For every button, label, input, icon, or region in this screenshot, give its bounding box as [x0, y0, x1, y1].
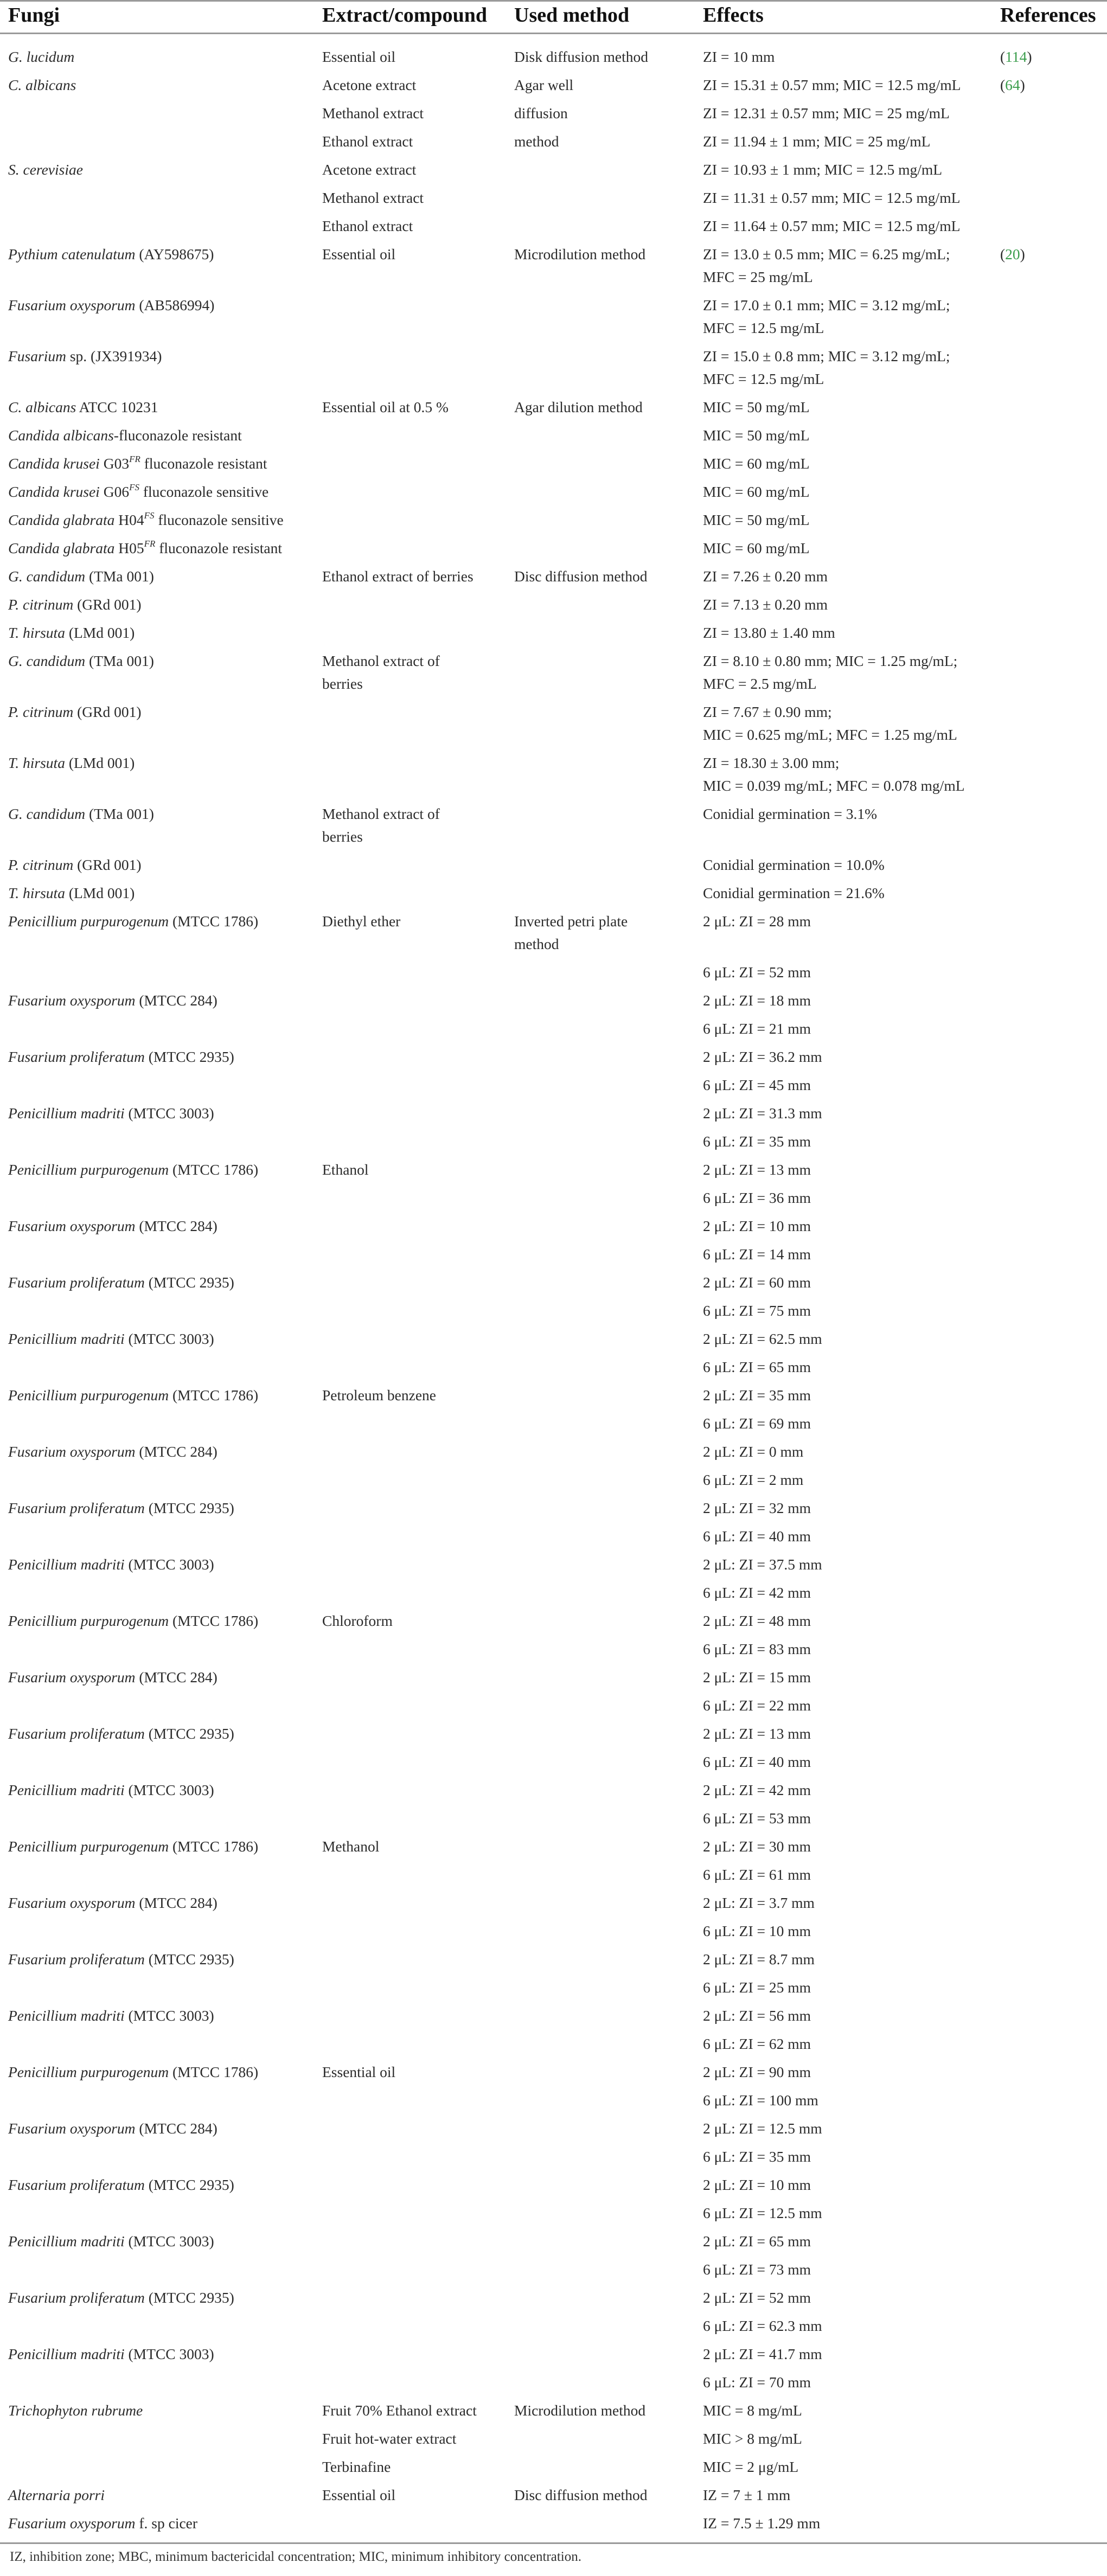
- fungi-species-name: Fusarium proliferatum: [8, 2289, 145, 2306]
- fungi-cell: [8, 701, 141, 723]
- effects-cell: 6 μL: ZI = 22 mm: [703, 1697, 811, 1714]
- fungi-strain: (MTCC 3003): [124, 2346, 214, 2362]
- effects-cell: MIC = 50 mg/mL: [703, 399, 810, 415]
- fungi-cell: [8, 345, 162, 368]
- fungi-cell: [8, 1722, 234, 1745]
- fungi-cell: [8, 1666, 217, 1689]
- fungi-strain: (MTCC 1786): [169, 1838, 259, 1855]
- effects-cell: ZI = 11.94 ± 1 mm; MIC = 25 mg/mL: [703, 133, 931, 150]
- fungi-cell: [8, 1553, 214, 1576]
- fungi-cell: [8, 882, 135, 905]
- effects-cell: 2 μL: ZI = 15 mm: [703, 1669, 811, 1686]
- fungi-species-name: Fusarium oxysporum: [8, 992, 136, 1009]
- fungi-cell: [8, 158, 83, 181]
- effects-cell: 2 μL: ZI = 60 mm: [703, 1274, 811, 1291]
- fungi-strain: -fluconazole resistant: [113, 427, 242, 444]
- effects-cell: 2 μL: ZI = 65 mm: [703, 2233, 811, 2250]
- fungi-superscript: FR: [144, 539, 156, 549]
- fungi-strain: (TMa 001): [85, 652, 154, 669]
- fungi-cell: [8, 2286, 234, 2309]
- fungi-strain: ATCC 10231: [76, 399, 158, 415]
- table-bottom-rule: [0, 2542, 1107, 2544]
- fungi-species-name: Candida krusei: [8, 455, 100, 472]
- effects-cell: 6 μL: ZI = 100 mm: [703, 2092, 818, 2109]
- fungi-strain: (AB586994): [135, 297, 215, 313]
- fungi-strain: G06: [99, 483, 130, 500]
- effects-cell: MIC > 8 mg/mL: [703, 2430, 802, 2447]
- fungi-species-name: Penicillium purpurogenum: [8, 1612, 169, 1629]
- fungi-strain: (MTCC 1786): [169, 1161, 259, 1178]
- extract-cell: Acetone extract: [322, 161, 417, 178]
- fungi-cell: [8, 1948, 234, 1971]
- fungi-cell: [8, 1158, 258, 1181]
- method-cell: method: [514, 133, 559, 150]
- fungi-cell: [8, 2174, 234, 2196]
- fungi-strain: (MTCC 3003): [124, 1105, 214, 1122]
- effects-cell: 2 μL: ZI = 30 mm: [703, 1838, 811, 1855]
- effects-cell: Conidial germination = 21.6%: [703, 885, 885, 901]
- extract-cell: Ethanol extract of berries: [322, 568, 473, 585]
- extract-cell: Petroleum benzene: [322, 1387, 436, 1404]
- fungi-superscript: FS: [144, 510, 155, 521]
- fungi-cell: [8, 989, 217, 1012]
- effects-cell: MIC = 60 mg/mL: [703, 455, 810, 472]
- fungi-species-name: Penicillium purpurogenum: [8, 913, 169, 930]
- reference-link[interactable]: 114: [1005, 48, 1027, 65]
- effects-cell: ZI = 10 mm: [703, 48, 775, 65]
- effects-cell: ZI = 15.0 ± 0.8 mm; MIC = 3.12 mg/mL; MFC = 12.5 mg/mL: [703, 348, 950, 387]
- fungi-strain: (LMd 001): [65, 885, 135, 901]
- fungi-species-name: Penicillium madriti: [8, 1556, 125, 1573]
- header-fungi: Fungi: [8, 4, 60, 27]
- fungi-cell: [8, 1046, 234, 1068]
- effects-cell: 6 μL: ZI = 75 mm: [703, 1302, 811, 1319]
- effects-cell: 6 μL: ZI = 52 mm: [703, 964, 811, 981]
- extract-cell: Fruit hot-water extract: [322, 2430, 457, 2447]
- effects-cell: 2 μL: ZI = 32 mm: [703, 1500, 811, 1516]
- fungi-species-name: Penicillium purpurogenum: [8, 2064, 169, 2080]
- effects-cell: 6 μL: ZI = 35 mm: [703, 1133, 811, 1150]
- fungi-species-name: G. lucidum: [8, 48, 75, 65]
- fungi-superscript: FR: [129, 454, 140, 464]
- fungi-strain: (MTCC 1786): [169, 1387, 259, 1404]
- effects-cell: Conidial germination = 10.0%: [703, 856, 885, 873]
- effects-cell: MIC = 2 μg/mL: [703, 2458, 799, 2475]
- table-top-rule: [0, 0, 1107, 2]
- extract-cell: Acetone extract: [322, 76, 417, 93]
- fungi-strain: (LMd 001): [65, 754, 135, 771]
- method-cell: Inverted petri plate method: [514, 913, 628, 952]
- fungi-strain: H04: [114, 511, 144, 528]
- fungi-species-name: T. hirsuta: [8, 754, 65, 771]
- fungi-cell: [8, 2230, 214, 2253]
- fungi-species-name: Penicillium purpurogenum: [8, 1387, 169, 1404]
- fungi-cell: [8, 650, 154, 672]
- fungi-species-name: Candida albicans: [8, 427, 114, 444]
- fungi-strain: (MTCC 2935): [144, 1500, 234, 1516]
- fungi-cell: [8, 537, 282, 560]
- effects-cell: 6 μL: ZI = 35 mm: [703, 2148, 811, 2165]
- effects-cell: 6 μL: ZI = 12.5 mm: [703, 2205, 822, 2221]
- effects-cell: ZI = 12.31 ± 0.57 mm; MIC = 25 mg/mL: [703, 105, 950, 121]
- fungi-strain: (MTCC 3003): [124, 1330, 214, 1347]
- effects-cell: 6 μL: ZI = 73 mm: [703, 2261, 811, 2278]
- fungi-species-name: Trichophyton rubrume: [8, 2402, 143, 2419]
- effects-cell: IZ = 7.5 ± 1.29 mm: [703, 2515, 821, 2532]
- fungi-cell: [8, 452, 267, 475]
- fungi-strain: f. sp cicer: [135, 2515, 198, 2532]
- effects-cell: ZI = 15.31 ± 0.57 mm; MIC = 12.5 mg/mL: [703, 76, 961, 93]
- extract-cell: Terbinafine: [322, 2458, 391, 2475]
- fungi-cell: [8, 2343, 214, 2366]
- effects-cell: 6 μL: ZI = 42 mm: [703, 1584, 811, 1601]
- header-method: Used method: [514, 4, 630, 27]
- effects-cell: 2 μL: ZI = 8.7 mm: [703, 1951, 815, 1968]
- fungi-strain: (MTCC 3003): [124, 1556, 214, 1573]
- fungi-cell: [8, 1440, 217, 1463]
- fungi-cell: [8, 480, 268, 503]
- fungi-superscript: FS: [129, 482, 139, 492]
- effects-cell: MIC = 8 mg/mL: [703, 2402, 802, 2419]
- effects-cell: 6 μL: ZI = 25 mm: [703, 1979, 811, 1996]
- effects-cell: 6 μL: ZI = 45 mm: [703, 1076, 811, 1093]
- fungi-species-name: Alternaria porri: [8, 2487, 105, 2503]
- effects-cell: 2 μL: ZI = 37.5 mm: [703, 1556, 822, 1573]
- effects-cell: 2 μL: ZI = 0 mm: [703, 1443, 804, 1460]
- effects-cell: 6 μL: ZI = 40 mm: [703, 1528, 811, 1545]
- effects-cell: MIC = 50 mg/mL: [703, 511, 810, 528]
- fungi-strain: (MTCC 284): [135, 1669, 217, 1686]
- effects-cell: 2 μL: ZI = 10 mm: [703, 2176, 811, 2193]
- fungi-cell: [8, 1271, 234, 1294]
- header-extract: Extract/compound: [322, 4, 487, 27]
- fungi-species-name: Penicillium madriti: [8, 2233, 125, 2250]
- fungi-cell: [8, 1384, 258, 1407]
- effects-cell: 6 μL: ZI = 2 mm: [703, 1471, 804, 1488]
- fungi-strain: (MTCC 284): [135, 2120, 217, 2137]
- effects-cell: 6 μL: ZI = 14 mm: [703, 1246, 811, 1263]
- fungi-species-name: Fusarium proliferatum: [8, 1274, 145, 1291]
- extract-cell: Essential oil: [322, 2487, 396, 2503]
- extract-cell: Methanol extract of berries: [322, 805, 440, 845]
- fungi-species-name: Fusarium oxysporum: [8, 1894, 136, 1911]
- effects-cell: 6 μL: ZI = 70 mm: [703, 2374, 811, 2391]
- fungi-cell: [8, 396, 158, 419]
- fungi-species-name: Penicillium purpurogenum: [8, 1161, 169, 1178]
- fungi-cell: [8, 854, 141, 876]
- effects-cell: 2 μL: ZI = 48 mm: [703, 1612, 811, 1629]
- fungi-species-name: Candida glabrata: [8, 511, 115, 528]
- effects-cell: 6 μL: ZI = 62 mm: [703, 2035, 811, 2052]
- fungi-cell: [8, 2117, 217, 2140]
- fungi-cell: [8, 2512, 197, 2535]
- extract-cell: Fruit 70% Ethanol extract: [322, 2402, 477, 2419]
- fungi-species-name: Fusarium oxysporum: [8, 1217, 136, 1234]
- fungi-species-name: Fusarium proliferatum: [8, 2176, 145, 2193]
- effects-cell: 6 μL: ZI = 65 mm: [703, 1359, 811, 1375]
- fungi-strain: (MTCC 2935): [144, 2289, 234, 2306]
- reference-cell: (114): [1000, 48, 1032, 65]
- reference-cell: (64): [1000, 76, 1025, 93]
- fungi-strain: (MTCC 1786): [169, 2064, 259, 2080]
- fungi-species-name: T. hirsuta: [8, 885, 65, 901]
- table-footnote: IZ, inhibition zone; MBC, minimum bactericidal concentration; MIC, minimum inhibitory concentration.: [10, 2549, 581, 2564]
- fungi-note: fluconazole sensitive: [154, 511, 284, 528]
- effects-cell: ZI = 11.31 ± 0.57 mm; MIC = 12.5 mg/mL: [703, 189, 961, 206]
- effects-cell: 2 μL: ZI = 35 mm: [703, 1387, 811, 1404]
- fungi-species-name: Penicillium madriti: [8, 2346, 125, 2362]
- method-cell: Microdilution method: [514, 2402, 646, 2419]
- fungi-cell: [8, 1215, 217, 1238]
- fungi-species-name: P. citrinum: [8, 703, 74, 720]
- method-cell: diffusion: [514, 105, 568, 121]
- fungi-strain: (MTCC 2935): [144, 1951, 234, 1968]
- extract-cell: Essential oil at 0.5 %: [322, 399, 449, 415]
- effects-cell: ZI = 18.30 ± 3.00 mm; MIC = 0.039 mg/mL; MFC = 0.078 mg/mL: [703, 754, 965, 794]
- fungi-strain: (TMa 001): [85, 568, 154, 585]
- fungi-cell: [8, 2061, 258, 2084]
- extract-cell: Ethanol extract: [322, 133, 413, 150]
- fungi-cell: [8, 752, 135, 774]
- fungi-cell: [8, 910, 258, 933]
- effects-cell: 2 μL: ZI = 52 mm: [703, 2289, 811, 2306]
- fungi-cell: [8, 509, 284, 531]
- fungi-note: fluconazole sensitive: [139, 483, 269, 500]
- fungi-species-name: Fusarium proliferatum: [8, 1951, 145, 1968]
- fungi-species-name: Penicillium madriti: [8, 1105, 125, 1122]
- fungi-strain: (GRd 001): [73, 596, 142, 613]
- extract-cell: Essential oil: [322, 48, 396, 65]
- effects-cell: 2 μL: ZI = 10 mm: [703, 1217, 811, 1234]
- fungi-strain: (GRd 001): [73, 703, 142, 720]
- fungi-cell: [8, 2484, 105, 2507]
- extract-cell: Ethanol extract: [322, 217, 413, 234]
- effects-cell: ZI = 13.0 ± 0.5 mm; MIC = 6.25 mg/mL; MFC = 25 mg/mL: [703, 246, 950, 285]
- fungi-cell: [8, 565, 154, 588]
- fungi-strain: (MTCC 3003): [124, 2007, 214, 2024]
- method-cell: Agar well: [514, 76, 574, 93]
- fungi-species-name: Candida glabrata: [8, 540, 115, 556]
- fungi-strain: (TMa 001): [85, 805, 154, 822]
- extract-cell: Chloroform: [322, 1612, 393, 1629]
- reference-link[interactable]: 64: [1005, 76, 1020, 93]
- fungi-species-name: Fusarium proliferatum: [8, 1500, 145, 1516]
- effects-cell: 2 μL: ZI = 41.7 mm: [703, 2346, 822, 2362]
- effects-cell: 6 μL: ZI = 69 mm: [703, 1415, 811, 1432]
- fungi-strain: (MTCC 284): [135, 992, 217, 1009]
- effects-cell: ZI = 7.13 ± 0.20 mm: [703, 596, 828, 613]
- fungi-cell: [8, 1328, 214, 1350]
- extract-cell: Ethanol: [322, 1161, 369, 1178]
- method-cell: Disc diffusion method: [514, 2487, 648, 2503]
- extract-cell: Methanol extract of berries: [322, 652, 440, 692]
- effects-cell: 2 μL: ZI = 13 mm: [703, 1725, 811, 1742]
- effects-cell: 2 μL: ZI = 28 mm: [703, 913, 811, 930]
- effects-cell: 2 μL: ZI = 42 mm: [703, 1782, 811, 1798]
- effects-cell: 2 μL: ZI = 3.7 mm: [703, 1894, 815, 1911]
- fungi-cell: [8, 46, 74, 68]
- effects-cell: ZI = 7.67 ± 0.90 mm; MIC = 0.625 mg/mL; MFC = 1.25 mg/mL: [703, 703, 957, 743]
- effects-cell: 6 μL: ZI = 36 mm: [703, 1189, 811, 1206]
- fungi-cell: [8, 2004, 214, 2027]
- fungi-note: fluconazole resistant: [155, 540, 283, 556]
- fungi-strain: (MTCC 1786): [169, 913, 259, 930]
- fungi-species-name: G. candidum: [8, 805, 86, 822]
- effects-cell: 6 μL: ZI = 21 mm: [703, 1020, 811, 1037]
- fungi-species-name: C. albicans: [8, 399, 76, 415]
- fungi-species-name: Fusarium proliferatum: [8, 1725, 145, 1742]
- fungi-species-name: Fusarium oxysporum: [8, 1443, 136, 1460]
- effects-cell: 2 μL: ZI = 13 mm: [703, 1161, 811, 1178]
- fungi-strain: (MTCC 284): [135, 1443, 217, 1460]
- effects-cell: 2 μL: ZI = 18 mm: [703, 992, 811, 1009]
- effects-cell: MIC = 50 mg/mL: [703, 427, 810, 444]
- fungi-cell: [8, 2399, 143, 2422]
- fungi-cell: [8, 621, 135, 644]
- effects-cell: ZI = 13.80 ± 1.40 mm: [703, 624, 835, 641]
- reference-link[interactable]: 20: [1005, 246, 1020, 262]
- effects-cell: ZI = 17.0 ± 0.1 mm; MIC = 3.12 mg/mL; MFC = 12.5 mg/mL: [703, 297, 950, 336]
- fungi-species-name: T. hirsuta: [8, 624, 65, 641]
- effects-cell: 6 μL: ZI = 53 mm: [703, 1810, 811, 1827]
- effects-cell: 2 μL: ZI = 31.3 mm: [703, 1105, 822, 1122]
- header-references: References: [1000, 4, 1096, 27]
- effects-cell: IZ = 7 ± 1 mm: [703, 2487, 791, 2503]
- effects-cell: 2 μL: ZI = 56 mm: [703, 2007, 811, 2024]
- effects-cell: 6 μL: ZI = 61 mm: [703, 1866, 811, 1883]
- fungi-cell: [8, 1102, 214, 1125]
- fungi-species-name: Fusarium oxysporum: [8, 2120, 136, 2137]
- fungi-species-name: G. candidum: [8, 568, 86, 585]
- fungi-species-name: Fusarium oxysporum: [8, 1669, 136, 1686]
- effects-cell: 6 μL: ZI = 83 mm: [703, 1641, 811, 1657]
- fungi-strain: G03: [99, 455, 130, 472]
- fungi-strain: (AY598675): [135, 246, 214, 262]
- header-effects: Effects: [703, 4, 764, 27]
- fungi-strain: (MTCC 2935): [144, 1725, 234, 1742]
- extract-cell: Essential oil: [322, 246, 396, 262]
- effects-cell: 6 μL: ZI = 62.3 mm: [703, 2317, 822, 2334]
- fungi-species-name: P. citrinum: [8, 856, 74, 873]
- reference-cell: (20): [1000, 246, 1025, 262]
- fungi-cell: [8, 1610, 258, 1632]
- effects-cell: ZI = 8.10 ± 0.80 mm; MIC = 1.25 mg/mL; MFC = 2.5 mg/mL: [703, 652, 958, 692]
- fungi-strain: (MTCC 3003): [124, 1782, 214, 1798]
- extract-cell: Essential oil: [322, 2064, 396, 2080]
- fungi-strain: (MTCC 284): [135, 1217, 217, 1234]
- fungi-species-name: Fusarium oxysporum: [8, 297, 136, 313]
- fungi-strain: (MTCC 2935): [144, 2176, 234, 2193]
- effects-cell: 2 μL: ZI = 62.5 mm: [703, 1330, 822, 1347]
- effects-cell: ZI = 10.93 ± 1 mm; MIC = 12.5 mg/mL: [703, 161, 943, 178]
- fungi-note: fluconazole resistant: [140, 455, 267, 472]
- effects-cell: MIC = 60 mg/mL: [703, 483, 810, 500]
- header-rule: [0, 33, 1107, 34]
- fungi-species-name: G. candidum: [8, 652, 86, 669]
- effects-cell: MIC = 60 mg/mL: [703, 540, 810, 556]
- fungi-strain: (MTCC 1786): [169, 1612, 259, 1629]
- fungi-species-name: Candida krusei: [8, 483, 100, 500]
- fungi-species-name: P. citrinum: [8, 596, 74, 613]
- extract-cell: Methanol extract: [322, 105, 424, 121]
- fungi-strain: (MTCC 2935): [144, 1274, 234, 1291]
- fungi-strain: (MTCC 284): [135, 1894, 217, 1911]
- fungi-cell: [8, 1497, 234, 1520]
- fungi-cell: [8, 1892, 217, 1914]
- fungi-strain: (MTCC 2935): [144, 1048, 234, 1065]
- fungi-cell: [8, 74, 76, 97]
- fungi-strain: (GRd 001): [73, 856, 142, 873]
- effects-cell: 6 μL: ZI = 40 mm: [703, 1753, 811, 1770]
- fungi-cell: [8, 294, 214, 317]
- extract-cell: Methanol extract: [322, 189, 424, 206]
- effects-cell: Conidial germination = 3.1%: [703, 805, 878, 822]
- effects-cell: 6 μL: ZI = 10 mm: [703, 1923, 811, 1939]
- method-cell: Microdilution method: [514, 246, 646, 262]
- fungi-species-name: Pythium catenulatum: [8, 246, 136, 262]
- fungi-species-name: Fusarium oxysporum: [8, 2515, 136, 2532]
- fungi-cell: [8, 1835, 258, 1858]
- fungi-species-name: Penicillium madriti: [8, 1330, 125, 1347]
- method-cell: Disk diffusion method: [514, 48, 648, 65]
- method-cell: Disc diffusion method: [514, 568, 648, 585]
- effects-cell: ZI = 7.26 ± 0.20 mm: [703, 568, 828, 585]
- fungi-species-name: Penicillium madriti: [8, 1782, 125, 1798]
- fungi-cell: [8, 1779, 214, 1802]
- fungi-strain: (MTCC 3003): [124, 2233, 214, 2250]
- fungi-strain: (LMd 001): [65, 624, 135, 641]
- fungi-cell: [8, 803, 154, 825]
- fungi-cell: [8, 243, 214, 266]
- fungi-cell: [8, 593, 141, 616]
- fungi-strain: H05: [114, 540, 144, 556]
- fungi-cell: [8, 424, 242, 447]
- effects-cell: ZI = 11.64 ± 0.57 mm; MIC = 12.5 mg/mL: [703, 217, 961, 234]
- fungi-species-name: Penicillium madriti: [8, 2007, 125, 2024]
- fungi-species-name: S. cerevisiae: [8, 161, 83, 178]
- fungi-species-name: Fusarium proliferatum: [8, 1048, 145, 1065]
- fungi-species-name: C. albicans: [8, 76, 76, 93]
- fungi-species-name: Penicillium purpurogenum: [8, 1838, 169, 1855]
- method-cell: Agar dilution method: [514, 399, 643, 415]
- effects-cell: 2 μL: ZI = 36.2 mm: [703, 1048, 822, 1065]
- fungi-strain: sp. (JX391934): [66, 348, 162, 364]
- fungi-species-name: Fusarium: [8, 348, 66, 364]
- extract-cell: Methanol: [322, 1838, 380, 1855]
- effects-cell: 2 μL: ZI = 12.5 mm: [703, 2120, 822, 2137]
- effects-cell: 2 μL: ZI = 90 mm: [703, 2064, 811, 2080]
- extract-cell: Diethyl ether: [322, 913, 401, 930]
